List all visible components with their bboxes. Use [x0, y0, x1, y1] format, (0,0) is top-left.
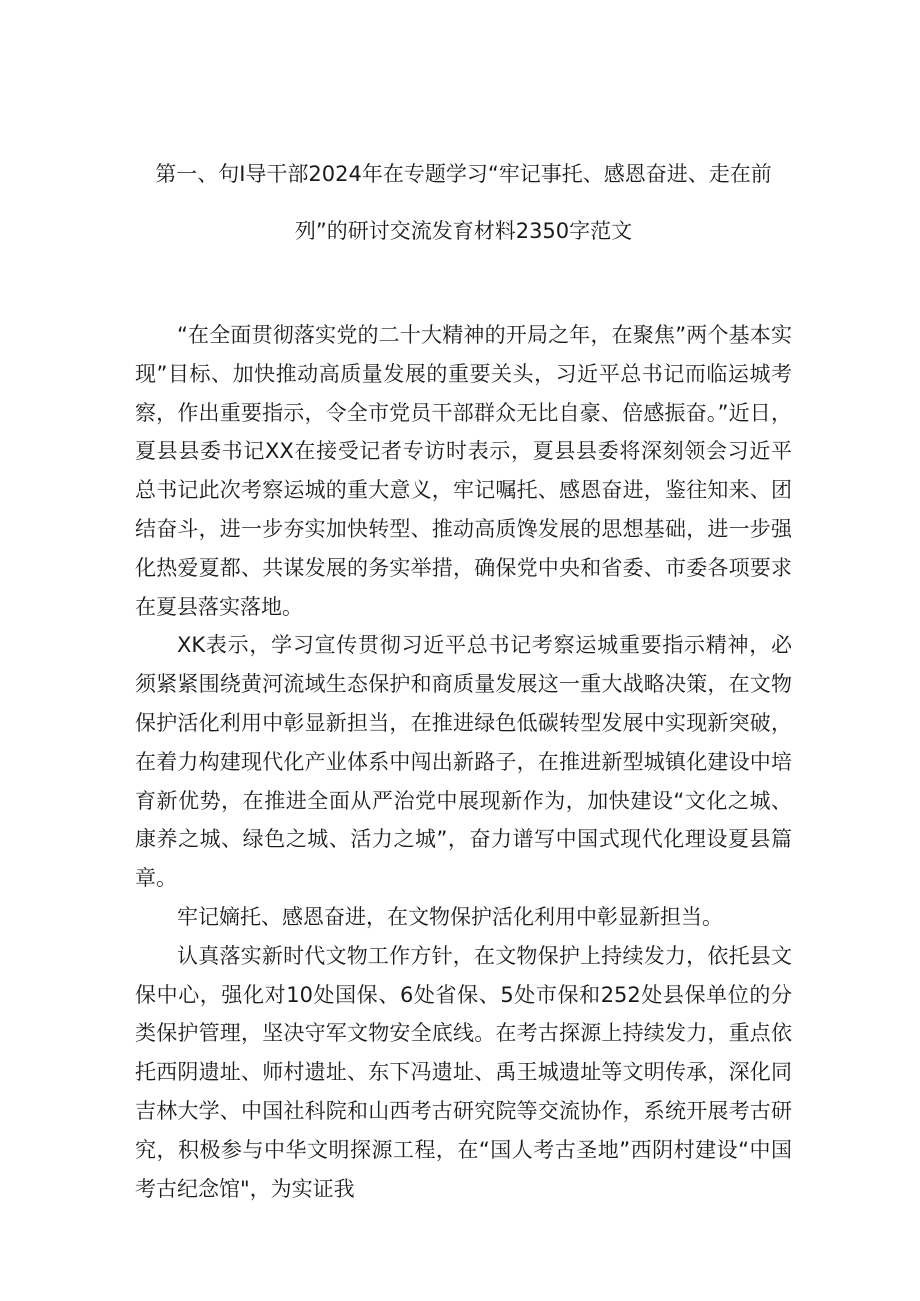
document-body	[135, 316, 792, 1208]
paragraph: 认真落实新时代文物工作方针，在文物保护上持续发力，依托县文保中心，强化对10处国保、6处省保、5处市保和252处县保单位的分类保护管理，坚决守军文物安全底线。在考古探源上持续发力，重点依托西阴遗址、师村遗址、东下冯遗址、禹王城遗址等文明传承，深化同吉林大学、中国社科院和山西考古研究院等交流协作，系统开展考古研究，积极参与中华文明探源工程，在“国人考古圣地”西阴村建设“中国考古纪念馆"，为实证我	[135, 943, 792, 1201]
paragraph: 牢记嫡托、感恩奋进，在文物保护活化利用中彰显新担当。	[177, 904, 723, 929]
paragraph: “在全面贯彻落实党的二十大精神的开局之年，在聚焦”两个基本实现”目标、加快推动高质量发展的重要关头，习近平总书记而临运城考察，作出重要指示，令全市党员干部群众无比自豪、倍感振奋。”近日，夏县县委书记XX在接受记者专访时表示，夏县县委将深刻领会习近平总书记此次考察运城的重大意义，牢记嘱托、感恩奋进，鉴往知来、团结奋斗，进一步夯实加快转型、推动高质馋发展的思想基础，进一步强化热爱夏都、共谋发展的务实举措，确保党中央和省委、市委各项要求在夏县落实落地。	[135, 323, 792, 619]
document-title: 第一、句I导干部2024年在专题学习“牢记事托、感恩奋进、走在前列”的研讨交流发育材料2350字范文	[155, 162, 772, 243]
paragraph: XK表示，学习宣传贯彻习近平总书记考察运城重要指示精神，必须紧紧围绕黄河流域生态保护和商质量发展这一重大战略决策，在文物保护活化利用中彰显新担当，在推进绿色低碳转型发展中实现新突破，在着力构建现代化产业体系中闯出新路子，在推进新型城镇化建设中培育新优势，在推进全面从严治党中展现新作为，加快建设“文化之城、康养之城、绿色之城、活力之城”，奋力谱写中国式现代化理设夏县篇章。	[135, 633, 792, 891]
